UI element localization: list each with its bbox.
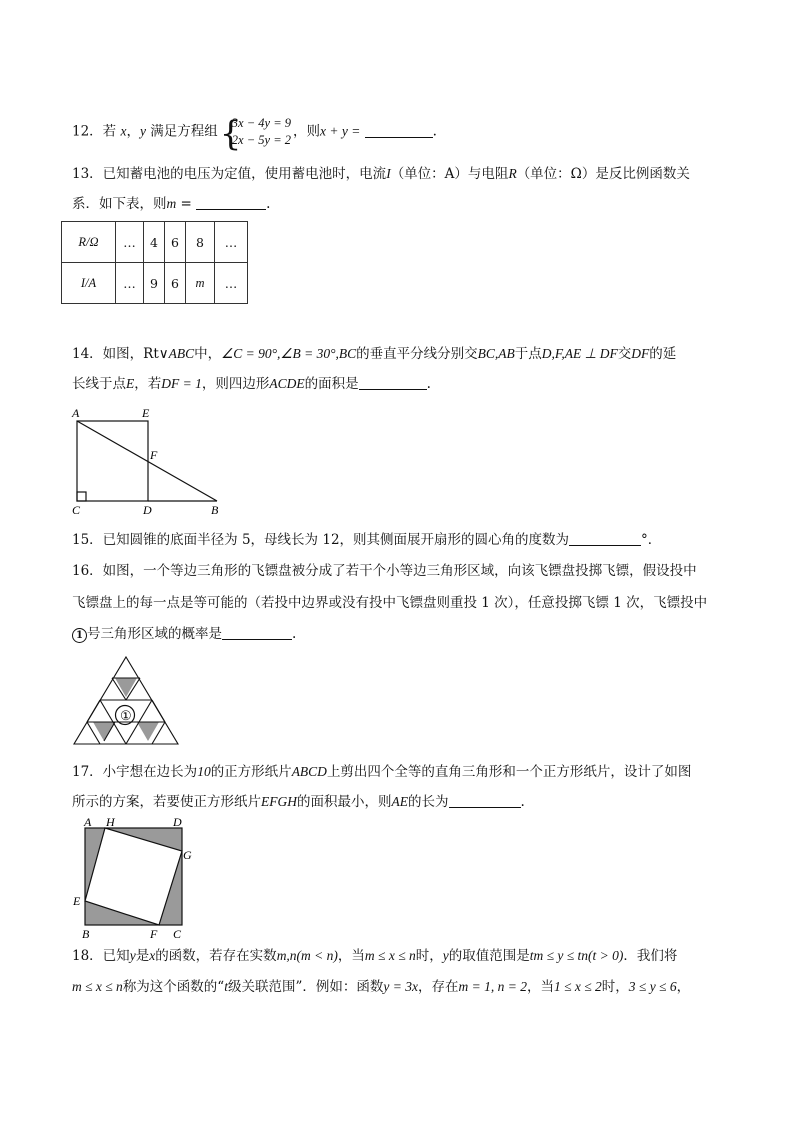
q18-cond: m ≤ x ≤ n xyxy=(364,948,416,963)
question-14-line-1 xyxy=(72,344,676,364)
question-16-line-1 xyxy=(72,561,697,581)
q17-efgh: EFGH xyxy=(261,794,297,809)
label-b: B xyxy=(82,927,90,940)
q12-var-y: y xyxy=(139,123,146,139)
q14-text-2c: ，若 xyxy=(134,376,162,392)
table-cell: 6 xyxy=(165,222,186,263)
label-c: C xyxy=(173,927,182,940)
q13-unit-i: （单位：A）与电阻 xyxy=(390,166,509,182)
triangle-figure-14 xyxy=(66,403,236,515)
table-cell: … xyxy=(215,222,248,263)
question-14-line-2 xyxy=(72,374,431,394)
label-e: E xyxy=(142,406,150,420)
q17-text-d: 上剪出四个全等的直角三角形和一个正方形纸片，设计了如图 xyxy=(326,764,692,780)
question-16-line-2 xyxy=(72,593,707,613)
q14-points: D,F,AE ⊥ DF xyxy=(541,346,618,361)
table-cell: … xyxy=(215,263,248,304)
q14-angles: ∠C = 90°,∠B = 30°,BC xyxy=(221,346,357,361)
resistance-current-table xyxy=(61,221,248,304)
q18-text-c: 的函数，若存在实数 xyxy=(155,948,277,964)
q18-text-2c: 级关联范围”．例如：函数 xyxy=(227,979,384,995)
label-f: F xyxy=(150,448,158,462)
equation-1: 3x − 4y = 9 xyxy=(231,116,291,130)
q18-text-2d: ，存在 xyxy=(417,979,459,995)
label-f: F xyxy=(150,927,158,940)
q14-text-2e: ，则四边形 xyxy=(201,376,270,392)
answer-blank-14[interactable] xyxy=(359,375,427,390)
q12-comma: ， xyxy=(126,123,140,140)
q16-end: . xyxy=(292,626,297,642)
q13-equals: = xyxy=(176,196,192,212)
question-18-line-1 xyxy=(72,946,677,966)
table-row xyxy=(62,263,248,304)
q18-cond-2: 1 ≤ x ≤ 2 xyxy=(553,979,602,994)
q16-text-3: 号三角形区域的概率是 xyxy=(87,626,222,642)
equation-system xyxy=(219,114,291,154)
q18-var-y: y xyxy=(129,948,136,963)
q14-text-2g: 的面积是 xyxy=(304,376,359,392)
question-16-line-3 xyxy=(72,624,296,644)
answer-blank-16[interactable] xyxy=(222,625,292,640)
q12-number: 12．若 xyxy=(72,123,121,140)
q14-triangle: ABC xyxy=(168,346,195,361)
equation-2: 2x − 5y = 2 xyxy=(231,133,291,147)
answer-blank-17[interactable] xyxy=(449,793,521,808)
question-17-line-1 xyxy=(72,762,691,782)
hypotenuse-ab xyxy=(77,421,217,501)
table-cell: 8 xyxy=(186,222,215,263)
table-cell: 9 xyxy=(144,263,165,304)
q17-text-2e: 的长为 xyxy=(408,794,449,810)
q13-var-r: R xyxy=(508,166,517,181)
region-one-label: ① xyxy=(120,708,132,723)
rectangle-acde xyxy=(77,421,148,501)
label-g: G xyxy=(183,848,192,862)
q12-var-x: x xyxy=(120,123,127,139)
q12-end: . xyxy=(432,123,437,140)
label-b: B xyxy=(211,503,219,515)
q18-text-2b: 称为这个函数的“ xyxy=(122,979,225,995)
question-13-line-2 xyxy=(72,194,270,214)
q17-text-2a: 所示的方案，若要使正方形纸片 xyxy=(72,794,261,810)
q17-text-b: 的正方形纸片 xyxy=(210,764,292,780)
table-cell: I/A xyxy=(62,263,116,304)
q14-point-e: E xyxy=(126,376,135,391)
label-d: D xyxy=(143,503,152,515)
dartboard-figure xyxy=(70,655,182,747)
table-cell: … xyxy=(116,263,144,304)
answer-blank-15[interactable] xyxy=(569,531,641,546)
q18-func: y = 3x xyxy=(383,979,418,994)
question-12 xyxy=(72,114,437,154)
q18-var-t: t xyxy=(224,979,228,994)
q15-end: °． xyxy=(641,532,662,548)
table-cell: R/Ω xyxy=(62,222,116,263)
q13-var-m: m xyxy=(166,196,177,211)
label-e: E xyxy=(73,894,81,908)
q13-text-1: 13．已知蓄电池的电压为定值，使用蓄电池时，电流 xyxy=(72,166,387,182)
q14-quad: ACDE xyxy=(269,376,305,391)
table-row xyxy=(62,222,248,263)
q18-text-2g: ， xyxy=(676,979,691,995)
q14-end: . xyxy=(426,376,431,392)
q18-text-f: 的取值范围是 xyxy=(448,948,530,964)
q18-range-2: m ≤ x ≤ n xyxy=(72,979,123,994)
q18-text-d: ，当 xyxy=(337,948,365,964)
q18-range-3: 3 ≤ y ≤ 6 xyxy=(628,979,677,994)
table-cell: 4 xyxy=(144,222,165,263)
label-c: C xyxy=(72,503,81,515)
q14-text-2a: 长线于点 xyxy=(72,376,126,392)
table-cell: m xyxy=(186,263,215,304)
q17-end: . xyxy=(520,794,525,810)
q17-text-a: 17．小宇想在边长为 xyxy=(72,764,198,780)
question-13-line-1 xyxy=(72,164,690,184)
q14-text-k: 的延 xyxy=(649,346,677,362)
answer-blank-12[interactable] xyxy=(365,123,433,138)
q18-text-g: ．我们将 xyxy=(623,948,678,964)
q17-ae: AE xyxy=(391,794,408,809)
q14-text-i: 交 xyxy=(617,346,632,362)
answer-blank-13[interactable] xyxy=(196,195,266,210)
q12-then: ，则 xyxy=(293,123,320,140)
q14-text-g: 于点 xyxy=(514,346,542,362)
q18-text-e: 时， xyxy=(415,948,443,964)
q13-end: . xyxy=(266,196,271,212)
q17-abcd: ABCD xyxy=(291,764,327,779)
q18-text-a: 18．已知 xyxy=(72,948,130,964)
table-cell: 6 xyxy=(165,263,186,304)
q16-text-2: 飞镖盘上的每一点是等可能的（若投中边界或没有投中飞镖盘则重投 1 次），任意投掷飞镖 1 次，飞镖投中 xyxy=(72,595,708,611)
q15-text: 15．已知圆锥的底面半径为 5，母线长为 12，则其侧面展开扇形的圆心角的度数为 xyxy=(72,532,570,548)
q13-var-i: I xyxy=(386,166,391,181)
label-a: A xyxy=(84,815,92,829)
q14-segments: BC,AB xyxy=(477,346,515,361)
circled-number-icon: 1 xyxy=(72,628,87,643)
right-angle-mark xyxy=(77,492,86,501)
q14-df: DF xyxy=(631,346,650,361)
question-17-line-2 xyxy=(72,792,525,812)
q18-text-b: 是 xyxy=(135,948,150,964)
label-h: H xyxy=(106,815,115,829)
q13-text-2: 系．如下表，则 xyxy=(72,196,167,212)
q18-var-x: x xyxy=(149,948,156,963)
q17-text-2c: 的面积最小，则 xyxy=(297,794,392,810)
q18-range: tm ≤ y ≤ tn(t > 0) xyxy=(529,948,624,963)
q18-var-y2: y xyxy=(442,948,449,963)
q17-side: 10 xyxy=(197,764,211,779)
q16-text-1: 16．如图，一个等边三角形的飞镖盘被分成了若干个小等边三角形区域，向该飞镖盘投掷飞镖，假设投中 xyxy=(72,563,697,579)
q18-mn-2: m = 1, n = 2 xyxy=(458,979,527,994)
q12-text: 满足方程组 xyxy=(145,123,218,140)
q14-text-a: 14．如图，Rt∨ xyxy=(72,346,169,362)
q14-text-e: 的垂直平分线分别交 xyxy=(356,346,478,362)
table-cell: … xyxy=(116,222,144,263)
square-figure-17 xyxy=(70,814,200,940)
question-18-line-2 xyxy=(72,977,690,997)
q13-unit-r: （单位：Ω）是反比例函数关 xyxy=(516,166,690,182)
brace-icon: { xyxy=(219,114,242,154)
q14-df-eq: DF = 1 xyxy=(161,376,202,391)
label-d: D xyxy=(173,815,182,829)
q18-text-2f: 时， xyxy=(601,979,629,995)
q18-mn: m,n(m < n) xyxy=(276,948,338,963)
q14-text-c: 中， xyxy=(194,346,222,362)
q12-expression: x + y = xyxy=(320,123,361,139)
q18-text-2e: ，当 xyxy=(526,979,554,995)
question-15 xyxy=(72,530,661,550)
label-a: A xyxy=(72,406,80,420)
